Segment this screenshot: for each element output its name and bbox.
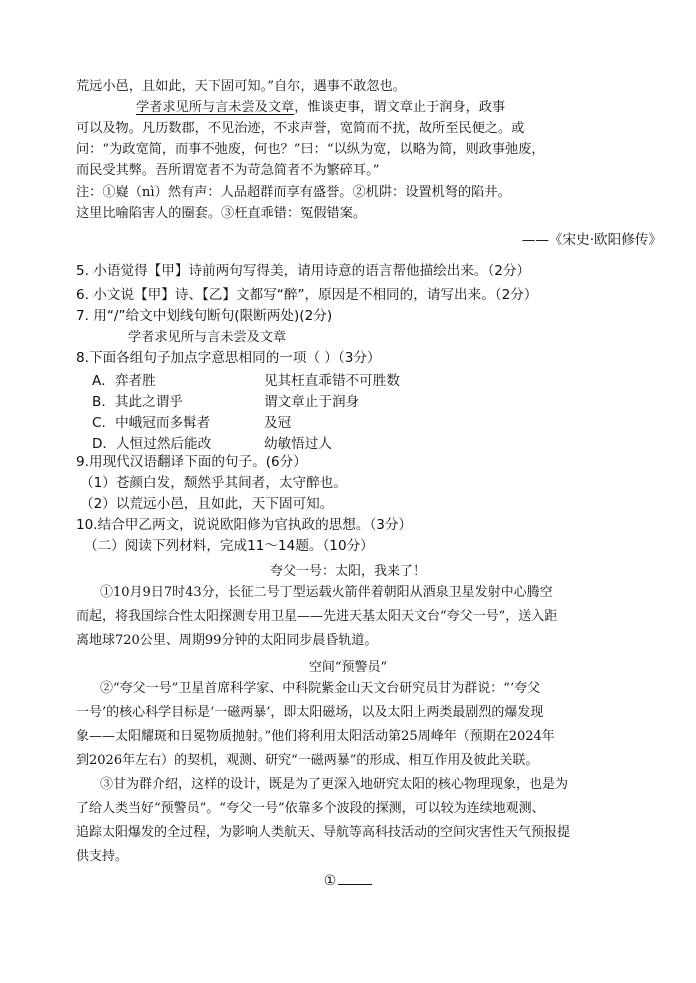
article-line: 供支持。 [76,849,129,864]
article-line: 象——太阳耀斑和日冕物质抛射。”他们将利用太阳活动第25周峰年（预期在2024年 [76,729,555,744]
source-citation: ——《宋史·欧阳修传》 [521,232,662,248]
underlined-sentence: 学者求见所与言未尝及文章 [136,100,295,115]
section-two-heading: （二）阅读下列材料，完成11～14题。（10分） [84,538,374,554]
article-line: 追踪太阳爆发的全过程，为影响人类航天、导航等高科技活动的空间灾害性天气预报提 [76,825,571,840]
article-line: 一号’的核心科学目标是‘一磁两暴’，即太阳磁场，以及太阳上两类最剧烈的爆发现 [76,705,544,720]
option-d-right: 幼敏悟过人 [264,436,332,452]
article-subtitle: 空间“预警员” [308,660,388,675]
question-9: 9.用现代汉语翻译下面的句子。(6分） [76,454,307,470]
article-line: 离地球720公里、周期99分钟的太阳同步晨昏轨道。 [76,633,378,648]
article-line: ②“夸父一号”卫星首席科学家、中科院紫金山天文台研究员甘为群说：“‘夸父 [100,681,541,696]
question-8: 8.下面各组句子加点字意思相同的一项（ ）（3分） [76,350,381,366]
question-10: 10.结合甲乙两文，说说欧阳修为官执政的思想。（3分） [76,517,413,533]
passage-line: 而民受其弊。吾所谓宽者不为苛急简者不为繁碎耳。” [76,163,380,178]
article-line: 了给人类当好“预警员”。“夸父一号”依靠多个波段的探测，可以较为连续地观测、 [76,801,545,816]
option-a-right: 见其枉直乖错不可胜数 [264,373,400,389]
note-line: 这里比喻陷害人的圈套。③枉直乖错：冤假错案。 [76,206,367,221]
note-line: 注：①嶷（nì）然有声：人品超群而享有盛誉。②机阱：设置机弩的陷井。 [76,185,511,200]
question-7-sentence: 学者求见所与言未尝及文章 [128,330,287,345]
question-7: 7. 用“/”给文中划线句断句(限断两处)(2分) [76,308,333,324]
question-9-item-1: （1）苍颜白发，颓然乎其间者，太守醉也。 [80,475,347,491]
question-6: 6. 小文说【甲】诗、【乙】文都写“醉”，原因是不相同的，请写出来。（2分） [76,287,538,303]
option-c-right: 及冠 [264,415,292,431]
article-line: ①10月9日7时43分，长征二号丁型运载火箭伴着朝阳从酒泉卫星发射中心腾空 [100,585,553,600]
passage-line: 学者求见所与言未尝及文章，惟谈吏事，谓文章止于润身，政事 [136,100,506,115]
option-b-right: 谓文章止于润身 [264,394,360,410]
fill-in-blank: ① [0,872,696,889]
option-b-left: B．其此之谓乎 [92,394,183,410]
option-c-left: C．中峨冠而多髯者 [92,415,211,431]
question-5: 5. 小语觉得【甲】诗前两句写得美，请用诗意的语言帮他描绘出来。（2分） [76,263,531,279]
article-title: 夸父一号：太阳，我来了！ [269,564,426,579]
passage-line: 可以及物。凡历数郡，不见治迹，不求声誉，宽简而不扰，故所至民便之。或 [76,121,525,136]
question-9-item-2: （2）以荒远小邑，且如此，天下固可知。 [80,496,334,512]
option-a-left: A．弈者胜 [92,373,156,389]
answer-blank-line [338,872,372,885]
article-line: ③甘为群介绍，这样的设计，既是为了更深入地研究太阳的核心物理现象，也是为 [100,777,569,792]
article-line: 到2026年左右）的契机，观测、研究“一磁两暴”的形成、相互作用及彼此关联。 [76,753,539,768]
article-line: 而起，将我国综合性太阳探测专用卫星——先进天基太阳天文台“夸父一号”，送入距 [76,609,558,624]
passage-line: 问：“为政宽简，而事不弛废，何也？”曰：“以纵为宽，以略为简，则政事弛废， [76,142,545,157]
option-d-left: D．人恒过然后能改 [92,436,212,452]
passage-line: 荒远小邑，且如此，天下固可知。”自尔，遇事不敢忽也。 [76,79,406,94]
